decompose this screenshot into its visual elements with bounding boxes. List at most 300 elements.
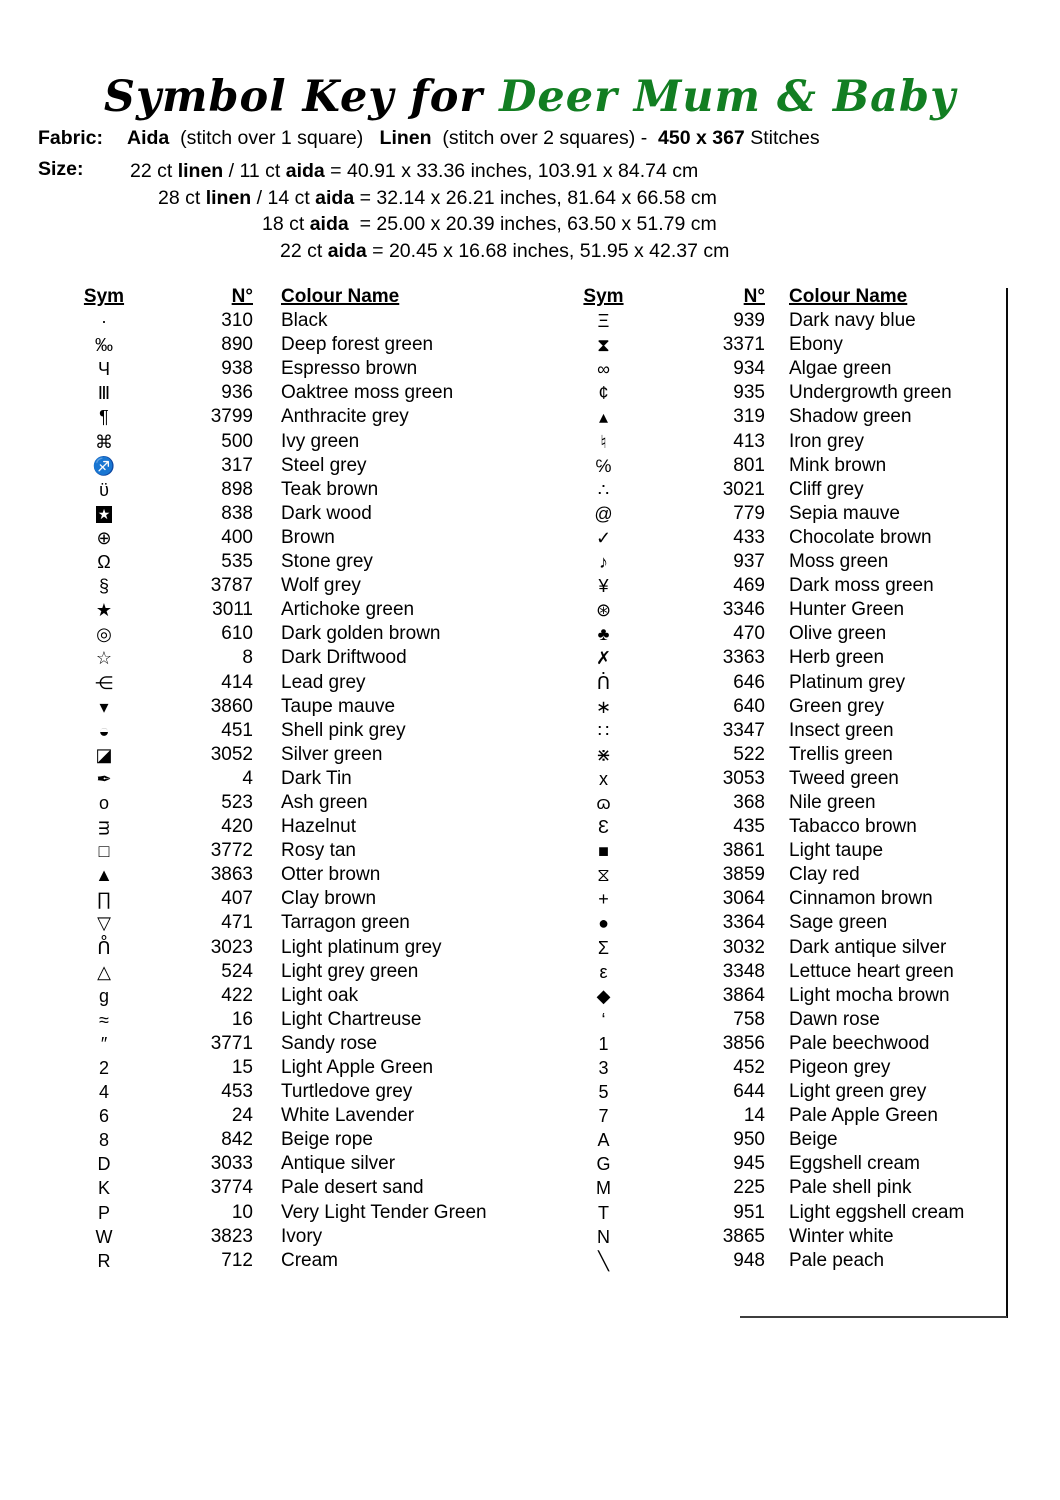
key-row [60, 357, 1059, 381]
colour-name-cell: Light green grey [789, 1081, 927, 1103]
number-cell: 310 [221, 310, 253, 332]
key-row [60, 887, 1059, 911]
size-line [158, 185, 729, 212]
symbol-cell: 6 [98, 1106, 109, 1127]
fabric-segments [127, 127, 820, 149]
key-row [60, 646, 1059, 670]
colour-name-cell: Beige rope [281, 1129, 373, 1151]
colour-name-cell: Ivory [281, 1225, 323, 1247]
colour-name-cell: Ash green [281, 791, 368, 813]
number-cell: 3861 [722, 840, 765, 862]
symbol-cell: □ [98, 841, 110, 862]
key-row [60, 1128, 1059, 1152]
symbol-cell: A [597, 1130, 610, 1151]
colour-name-cell: Algae green [789, 358, 892, 380]
symbol-cell: ■ [598, 841, 609, 862]
colour-name-cell: Dark Tin [281, 767, 352, 789]
number-cell: 3021 [722, 478, 765, 500]
colour-name-cell: Winter white [789, 1225, 894, 1247]
number-cell: 935 [733, 382, 765, 404]
colour-name-cell: Hazelnut [281, 816, 356, 838]
colour-name-header-right: Colour Name [789, 286, 908, 307]
number-cell: 451 [221, 719, 253, 741]
symbol-cell: ‰ [95, 335, 113, 356]
size-line [280, 238, 729, 265]
number-cell: 3860 [210, 695, 253, 717]
number-cell: 3864 [722, 984, 765, 1006]
size-label: Size: [38, 158, 84, 180]
colour-name-cell: Ivy green [281, 430, 360, 452]
number-cell: 3053 [722, 767, 765, 789]
text-segment: 28 ct [158, 186, 206, 209]
key-row [60, 333, 1059, 357]
colour-name-cell: Pale beechwood [789, 1032, 930, 1054]
header-row [60, 285, 1059, 309]
symbol-cell: K [97, 1178, 110, 1199]
key-row [60, 526, 1059, 550]
colour-name-cell: Shadow green [789, 406, 912, 428]
symbol-cell: Ξ [597, 311, 610, 332]
key-row [60, 574, 1059, 598]
symbol-cell: ◪ [95, 744, 113, 765]
colour-name-cell: Lettuce heart green [789, 960, 954, 982]
number-cell: 3772 [210, 840, 253, 862]
key-rows [60, 309, 1059, 1273]
colour-name-cell: Beige [789, 1129, 838, 1151]
number-header-right: N° [743, 286, 765, 307]
text-segment: aida [285, 160, 325, 182]
number-cell: 951 [733, 1201, 765, 1223]
symbol-cell: 4 [98, 1082, 109, 1103]
number-cell: 644 [733, 1081, 765, 1103]
colour-name-cell: Wolf grey [281, 575, 361, 597]
colour-name-cell: Light grey green [281, 960, 419, 982]
symbol-cell: Ⅲ [97, 383, 111, 404]
key-row [60, 1104, 1059, 1128]
colour-name-cell: Silver green [281, 743, 383, 765]
symbol-cell: x [599, 768, 608, 789]
symbol-cell: 3 [598, 1058, 609, 1078]
colour-name-cell: Light taupe [789, 840, 884, 862]
number-cell: 452 [733, 1057, 765, 1078]
key-row [60, 695, 1059, 719]
number-cell: 898 [221, 478, 253, 500]
number-cell: 3023 [210, 936, 253, 958]
number-cell: 779 [733, 502, 765, 524]
fabric-line [38, 127, 820, 150]
key-row [60, 815, 1059, 839]
number-cell: 934 [733, 358, 765, 380]
symbol-cell: + [598, 889, 609, 910]
number-cell: 522 [733, 743, 765, 765]
number-cell: 945 [733, 1153, 765, 1175]
key-row [60, 430, 1059, 454]
symbol-cell: ◆ [596, 985, 611, 1006]
number-cell: 3859 [722, 864, 765, 886]
symbol-cell: ◒ [98, 720, 110, 741]
text-segment: aida [327, 239, 367, 262]
colour-name-cell: Black [281, 310, 328, 332]
symbol-cell: ¥ [598, 576, 609, 597]
number-cell: 420 [221, 816, 253, 838]
number-cell: 407 [221, 888, 253, 910]
number-cell: 368 [733, 791, 765, 813]
symbol-cell: ᑍ [97, 937, 111, 958]
text-segment: Linen [379, 127, 432, 149]
text-segment: Stitches [744, 127, 820, 149]
number-cell: 16 [231, 1008, 253, 1030]
colour-name-cell: Nile green [789, 791, 876, 813]
symbol-cell: o [98, 792, 109, 813]
number-cell: 422 [221, 984, 253, 1006]
number-cell: 3064 [722, 888, 765, 910]
number-cell: 3865 [722, 1225, 765, 1247]
colour-name-cell: Anthracite grey [281, 406, 409, 428]
colour-name-cell: Pale Apple Green [789, 1105, 938, 1127]
colour-name-cell: Insect green [789, 719, 894, 741]
key-table-header [60, 285, 1059, 309]
number-cell: 10 [231, 1201, 253, 1223]
symbol-cell: Σ [597, 937, 610, 958]
key-row [60, 550, 1059, 574]
symbol-cell: § [98, 576, 109, 597]
colour-name-cell: Shell pink grey [281, 719, 406, 741]
key-row [60, 598, 1059, 622]
number-cell: 4 [242, 767, 253, 789]
colour-name-cell: Light Apple Green [281, 1057, 434, 1078]
colour-name-cell: Ebony [789, 334, 843, 356]
number-cell: 3346 [722, 599, 765, 621]
inverted-symbol: ★ [97, 505, 111, 522]
colour-name-cell: Brown [281, 526, 335, 548]
colour-name-cell: Dark golden brown [281, 623, 441, 645]
table-bottom-border [740, 1316, 1007, 1318]
number-cell: 640 [733, 695, 765, 717]
symbol-cell: W [95, 1226, 113, 1247]
symbol-cell: ▾ [99, 696, 109, 717]
key-row [60, 936, 1059, 960]
number-cell: 3033 [210, 1153, 253, 1175]
symbol-key-table [60, 285, 1059, 1273]
symbol-cell: Ч [98, 359, 110, 380]
size-line [262, 211, 729, 238]
key-row [60, 309, 1059, 333]
colour-name-cell: Mink brown [789, 454, 887, 476]
sym-header-left: Sym [83, 286, 125, 307]
colour-name-cell: Undergrowth green [789, 382, 952, 404]
key-row [60, 454, 1059, 478]
key-row [60, 863, 1059, 887]
text-segment: 22 ct [280, 239, 328, 262]
number-cell: 938 [221, 358, 253, 380]
number-cell: 3364 [722, 912, 765, 934]
colour-name-header-left: Colour Name [281, 286, 400, 307]
colour-name-cell: Sandy rose [281, 1032, 378, 1054]
key-row [60, 1008, 1059, 1032]
symbol-cell: T [598, 1202, 609, 1223]
colour-name-cell: Steel grey [281, 454, 367, 476]
number-cell: 950 [733, 1129, 765, 1151]
symbol-cell: N [597, 1226, 610, 1247]
symbol-cell: ∏ [96, 889, 112, 910]
table-right-border [1006, 288, 1008, 1318]
sym-header-right: Sym [583, 286, 624, 307]
number-cell: 225 [733, 1177, 765, 1199]
colour-name-cell: Stone grey [281, 551, 373, 573]
number-cell: 523 [221, 791, 253, 813]
colour-name-cell: Clay red [789, 864, 860, 886]
symbol-cell: 1 [598, 1033, 609, 1054]
number-cell: 3347 [722, 719, 765, 741]
symbol-cell: ╲ [598, 1250, 609, 1271]
number-cell: 3011 [212, 599, 253, 621]
colour-name-cell: Otter brown [281, 864, 381, 886]
colour-name-cell: Pale desert sand [281, 1177, 424, 1199]
number-cell: 3771 [210, 1032, 253, 1054]
text-segment: 22 ct [130, 160, 178, 182]
number-cell: 838 [221, 502, 253, 524]
number-cell: 535 [221, 551, 253, 573]
colour-name-cell: Espresso brown [281, 358, 418, 380]
key-row [60, 1225, 1059, 1249]
symbol-cell: ⋲ [95, 672, 113, 693]
key-row [60, 671, 1059, 695]
symbol-cell: ◎ [96, 624, 112, 645]
symbol-cell: ¢ [598, 383, 609, 404]
number-cell: 433 [733, 526, 765, 548]
number-cell: 3799 [210, 406, 253, 428]
symbol-cell: ⧗ [597, 335, 610, 356]
symbol-cell: @ [594, 503, 613, 524]
symbol-cell: ∞ [597, 359, 610, 380]
colour-name-cell: Taupe mauve [281, 695, 396, 717]
colour-name-cell: Tweed green [789, 767, 899, 789]
colour-name-cell: Hunter Green [789, 599, 905, 621]
number-cell: 469 [733, 575, 765, 597]
number-cell: 524 [221, 960, 253, 982]
colour-name-cell: Pigeon grey [789, 1057, 891, 1078]
symbol-cell: ∷ [597, 720, 610, 741]
symbol-cell: ✗ [595, 648, 612, 669]
symbol-cell: ᴟ [98, 817, 110, 838]
symbol-cell: ⋇ [595, 744, 612, 765]
page-title [0, 72, 1060, 122]
number-cell: 610 [221, 623, 253, 645]
symbol-cell: M [596, 1178, 611, 1199]
symbol-cell: ☆ [95, 648, 113, 669]
colour-name-cell: Herb green [789, 647, 885, 669]
colour-name-cell: Light eggshell cream [789, 1201, 965, 1223]
symbol-cell: Ɛ [598, 817, 609, 838]
colour-name-cell: Sage green [789, 912, 888, 934]
symbol-cell: ⊛ [595, 600, 612, 621]
symbol-cell: ● [598, 913, 609, 934]
number-cell: 936 [221, 382, 253, 404]
symbol-cell: ᑏ [596, 672, 611, 693]
number-cell: 435 [733, 816, 765, 838]
symbol-cell: G [596, 1154, 611, 1175]
symbol-cell: ϋ [99, 479, 109, 500]
key-row [60, 1056, 1059, 1080]
colour-name-cell: Dark antique silver [789, 936, 947, 958]
symbol-cell: g [98, 985, 109, 1006]
symbol-cell: ε [599, 961, 608, 982]
colour-name-cell: Iron grey [789, 430, 864, 452]
colour-name-cell: Rosy tan [281, 840, 356, 862]
colour-name-cell: White Lavender [281, 1105, 415, 1127]
number-cell: 414 [221, 671, 253, 693]
number-cell: 937 [733, 551, 765, 573]
symbol-cell: ⊕ [96, 527, 112, 548]
colour-name-cell: Antique silver [281, 1153, 396, 1175]
number-cell: 890 [221, 334, 253, 356]
colour-name-cell: Light platinum grey [281, 936, 442, 958]
symbol-cell: ‘ [601, 1009, 606, 1030]
symbol-cell: ✓ [595, 527, 612, 548]
colour-name-cell: Tabacco brown [789, 816, 917, 838]
text-segment: 450 x 367 [658, 127, 745, 149]
symbol-cell: ★ [95, 600, 113, 621]
colour-name-cell: Turtledove grey [281, 1081, 413, 1103]
number-cell: 14 [743, 1105, 765, 1127]
colour-name-cell: Cliff grey [789, 478, 864, 500]
key-row [60, 381, 1059, 405]
colour-name-cell: Sepia mauve [789, 502, 900, 524]
number-cell: 3052 [210, 743, 253, 765]
number-cell: 319 [733, 406, 765, 428]
colour-name-cell: Cinnamon brown [789, 888, 933, 910]
text-segment: Aida [127, 127, 170, 149]
key-row [60, 622, 1059, 646]
colour-name-cell: Moss green [789, 551, 889, 573]
number-cell: 413 [733, 430, 765, 452]
number-cell: 3348 [722, 960, 765, 982]
number-cell: 15 [231, 1057, 253, 1078]
text-segment: / 11 ct [223, 160, 286, 182]
text-segment: = 20.45 x 16.68 inches, 51.95 x 42.37 cm [366, 239, 730, 262]
title-pattern-name: Deer Mum & Baby [499, 72, 957, 122]
symbol-cell: ♐ [92, 455, 116, 476]
colour-name-cell: Deep forest green [281, 334, 434, 356]
symbol-cell: ″ [100, 1033, 108, 1054]
colour-name-cell: Very Light Tender Green [281, 1201, 487, 1223]
colour-name-cell: Dawn rose [789, 1008, 880, 1030]
size-line [130, 158, 729, 185]
colour-name-cell: Oaktree moss green [281, 382, 454, 404]
colour-name-cell: Light mocha brown [789, 984, 950, 1006]
colour-name-cell: Cream [281, 1249, 339, 1271]
key-row [60, 719, 1059, 743]
colour-name-cell: Artichoke green [281, 599, 415, 621]
number-cell: 470 [733, 623, 765, 645]
text-segment: linen [177, 160, 224, 182]
text-segment: linen [205, 186, 252, 209]
key-row [60, 1176, 1059, 1200]
key-row [60, 502, 1059, 526]
colour-name-cell: Dark moss green [789, 575, 934, 597]
symbol-cell: 5 [598, 1082, 609, 1103]
colour-name-cell: Dark wood [281, 502, 372, 524]
symbol-cell: ∗ [595, 696, 612, 717]
number-header-left: N° [231, 286, 253, 307]
text-segment: (stitch over 2 squares) - [431, 127, 659, 149]
key-row [60, 1032, 1059, 1056]
text-segment: = 40.91 x 33.36 inches, 103.91 x 84.74 cm [324, 160, 699, 182]
symbol-cell: ⌘ [95, 431, 113, 452]
symbol-cell: △ [97, 961, 111, 982]
number-cell: 3787 [210, 575, 253, 597]
number-cell: 3863 [210, 864, 253, 886]
key-row [60, 1201, 1059, 1225]
key-row [60, 911, 1059, 935]
colour-name-cell: Teak brown [281, 478, 379, 500]
symbol-cell: ɷ [596, 792, 611, 813]
number-cell: 24 [231, 1105, 253, 1127]
number-cell: 758 [733, 1008, 765, 1030]
symbol-cell: ¶ [99, 407, 109, 428]
key-row [60, 405, 1059, 429]
number-cell: 3371 [722, 334, 765, 356]
symbol-cell: ▴ [598, 407, 609, 428]
text-segment: = 32.14 x 26.21 inches, 81.64 x 66.58 cm [354, 186, 717, 209]
number-cell: 471 [221, 912, 253, 934]
symbol-cell: 8 [98, 1130, 109, 1151]
colour-name-cell: Clay brown [281, 888, 377, 910]
colour-name-cell: Chocolate brown [789, 526, 932, 548]
number-cell: 842 [221, 1129, 253, 1151]
colour-name-cell: Platinum grey [789, 671, 906, 693]
colour-name-cell: Lead grey [281, 671, 366, 693]
colour-name-cell: Tarragon green [281, 912, 410, 934]
key-row [60, 1080, 1059, 1104]
key-row [60, 984, 1059, 1008]
symbol-cell: ♣ [597, 624, 610, 645]
symbol-cell: Ω [97, 552, 111, 573]
symbol-cell: ▲ [95, 865, 113, 886]
key-row [60, 1249, 1059, 1273]
number-cell: 500 [221, 430, 253, 452]
text-segment: / 14 ct [251, 186, 316, 209]
text-segment: (stitch over 1 square) [169, 127, 380, 149]
key-row [60, 767, 1059, 791]
text-segment: 18 ct [262, 213, 310, 236]
number-cell: 948 [733, 1249, 765, 1271]
number-cell: 453 [221, 1081, 253, 1103]
number-cell: 801 [733, 454, 765, 476]
number-cell: 3823 [210, 1225, 253, 1247]
key-row [60, 839, 1059, 863]
number-cell: 939 [733, 310, 765, 332]
colour-name-cell: Dark Driftwood [281, 647, 407, 669]
colour-name-cell: Green grey [789, 695, 885, 717]
title-prefix: Symbol Key for [103, 72, 500, 122]
text-segment: aida [315, 186, 355, 209]
number-cell: 3032 [722, 936, 765, 958]
number-cell: 3774 [210, 1177, 253, 1199]
number-cell: 8 [242, 647, 253, 669]
symbol-cell: 7 [598, 1106, 609, 1127]
text-segment: = 25.00 x 20.39 inches, 63.50 x 51.79 cm [348, 213, 717, 236]
colour-name-cell: Pale peach [789, 1249, 885, 1271]
symbol-cell: ⧖ [597, 865, 610, 886]
number-cell: 3856 [722, 1032, 765, 1054]
key-row [60, 791, 1059, 815]
number-cell: 646 [733, 671, 765, 693]
symbol-cell [60, 502, 148, 526]
symbol-cell: ∴ [597, 479, 610, 500]
colour-name-cell: Dark navy blue [789, 310, 916, 332]
number-cell: 317 [221, 454, 253, 476]
